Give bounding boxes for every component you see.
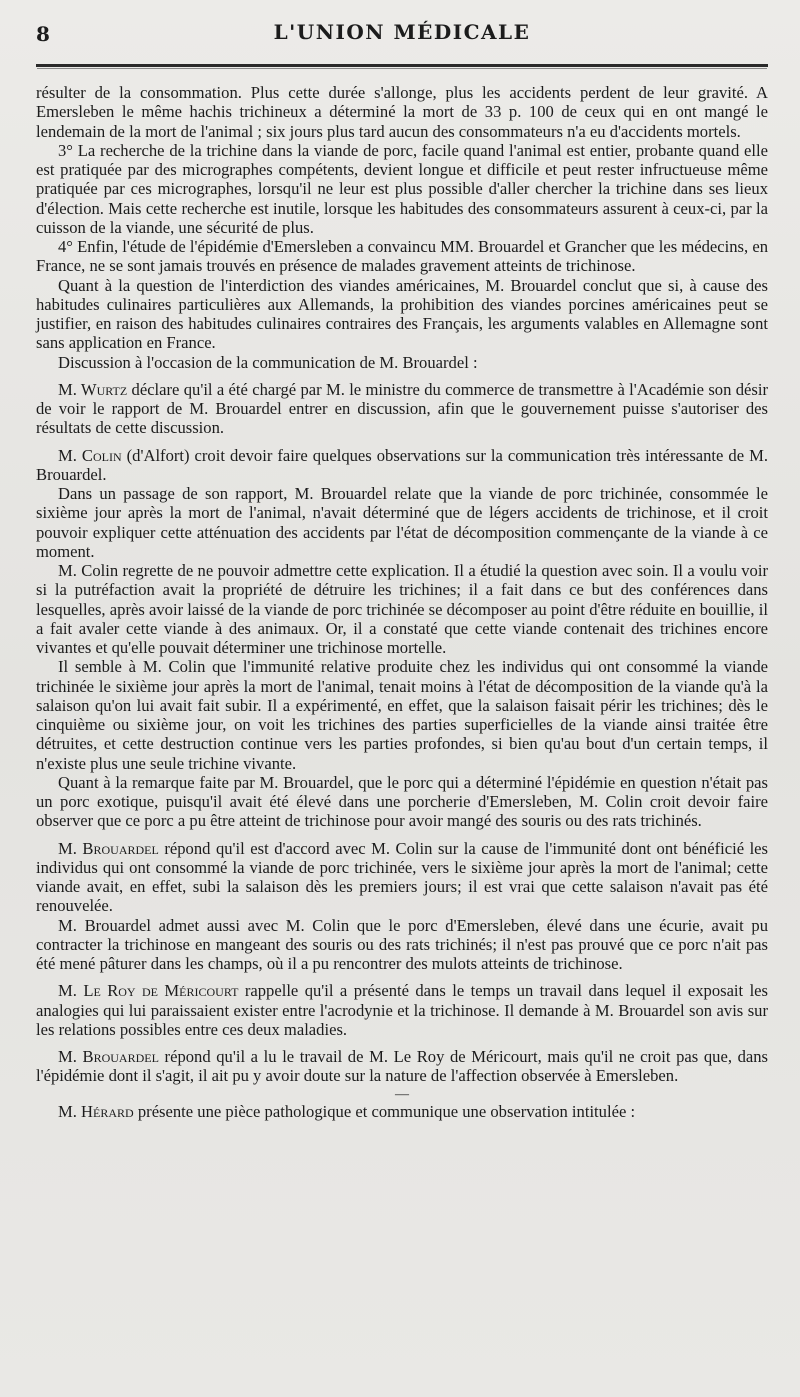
speaker-name: M. Colin [58, 445, 122, 465]
paragraph [36, 981, 768, 1039]
speaker-name: M. Brouardel [58, 1047, 159, 1066]
paragraph: M. Colin regrette de ne pouvoir admettre cette explication. Il a étudié la question avec soin. Il a voulu voir si la putréfaction avait la propriété de détruire les trichines; il a fait dans ce but des conférences dans lesquelles, après avoir laissé de la viande de porc trichinée se décomposer au point d'être réduite en bouillie, il a fait avaler cette viande à des animaux. Or, il a constaté que cette viande contenait des trichines encore vivantes et qu'elle pouvait déterminer une trichinose mortelle. [36, 561, 768, 657]
paragraph-text: répond qu'il est d'accord avec M. Colin sur la cause de l'immunité dont ont bénéficié les individus qui ont consommé la viande de porc trichinée, vers le sixième jour après la mort de l'animal; cette viande avait, en effet, subi la salaison dès les premiers jours; il est vrai que cette salaison n'avait pas été renouvelée. [36, 838, 769, 916]
paragraph-text: présente une pièce pathologique et communique une observation intitulée : [133, 1101, 636, 1121]
paragraph: Il semble à M. Colin que l'immunité relative produite chez les individus qui ont consommé la viande trichinée le sixième jour après la mort de l'animal, tenait moins à l'état de décomposition de la viande qu'à la salaison qu'on lui avait fait subir. Il a expérimenté, en effet, que la salaison faisait périr les trichines; dès le cinquième ou sixième jour, on voit les trichines des parties superficielles de la viande ainsi traitée être détruites, et cette destruction continue vers les parties profondes, si bien qu'au bout d'un certain temps, il n'existe plus une seule trichine vivante. [36, 657, 768, 773]
paragraph: Quant à la remarque faite par M. Brouardel, que le porc qui a déterminé l'épidémie en question n'était pas un porc exotique, puisqu'il avait été élevé dans une porcherie d'Emersleben, M. Colin croit devoir faire observer que ce porc a pu être atteint de trichinose pour avoir mangé des souris ou des rats trichinés. [36, 772, 768, 831]
speaker-name: M. Brouardel [58, 838, 159, 858]
paragraph-text: répond qu'il a lu le travail de M. Le Roy de Méricourt, mais qu'il ne croit pas que, dans l'épidémie dont il s'agit, il ait pu y avoir doute sur la nature de l'affection observée à Emersleben. [36, 1047, 768, 1086]
paragraph [36, 380, 768, 438]
paragraph: 4° Enfin, l'étude de l'épidémie d'Emersleben a convaincu MM. Brouardel et Grancher que les médecins, en France, ne se sont jamais trouvés en présence de malades gravement atteints de trichinose. [36, 237, 768, 276]
paragraph: Quant à la question de l'interdiction des viandes américaines, M. Brouardel conclut que si, à cause des habitudes culinaires particulières aux Allemands, la prohibition des viandes porcines américaines peut se justifier, en raison des habitudes culinaires contraires des Français, les arguments valables en Allemagne sont sans application en France. [36, 275, 768, 353]
page-header [36, 20, 768, 50]
speaker-name: M. Hérard [58, 1101, 134, 1121]
paragraph [36, 1102, 768, 1121]
paragraph: résulter de la consommation. Plus cette durée s'allonge, plus les accidents perdent de leur gravité. A Emersleben le même hachis trichineux a déterminé la mort de 33 p. 100 de ceux qui en ont mangé le lendemain de la mort de l'animal ; six jours plus tard aucun des consommateurs n'a eu d'accidents mortels. [36, 83, 768, 141]
paragraph: Dans un passage de son rapport, M. Brouardel relate que la viande de porc trichinée, consommée le sixième jour après la mort de l'animal, n'avait déterminé que de légers accidents de trichinose, et il croit pouvoir expliquer cette atténuation des accidents par l'état de décomposition commençante de la viande à ce moment. [36, 484, 768, 561]
paragraph [36, 839, 768, 916]
running-title: L'UNION MÉDICALE [273, 20, 531, 44]
speaker-name: M. Wurtz [58, 379, 128, 399]
paragraph: Discussion à l'occasion de la communication de M. Brouardel : [58, 352, 478, 372]
section-separator: — [395, 1086, 409, 1102]
speaker-name: M. Le Roy de Méricourt [58, 981, 239, 1001]
body-text [36, 83, 768, 1121]
header-rule [36, 64, 768, 67]
paragraph [36, 1047, 768, 1086]
paragraph [36, 446, 768, 485]
page-number: 8 [36, 22, 50, 46]
paragraph: 3° La recherche de la trichine dans la viande de porc, facile quand l'animal est entier, probante quand elle est pratiquée par des micrographes compétents, devient longue et difficile et peut rester infructueuse même pratiquée par ces micrographes, lorsqu'il ne leur est plus possible d'aller chercher la trichine dans ses lieux d'élection. Mais cette recherche est inutile, lorsque les habitudes des consommateurs assurent à ceux-ci, par la cuisson de la viande, une sécurité de plus. [36, 140, 768, 237]
paragraph-text: (d'Alfort) croit devoir faire quelques observations sur la communication très intéressante de M. Brouardel. [36, 445, 768, 484]
paragraph: M. Brouardel admet aussi avec M. Colin que le porc d'Emersleben, élevé dans une écurie, avait pu contracter la trichinose en mangeant des souris ou des rats trichinés; il n'est pas prouvé que ce porc n'ait pas été mené pâturer dans les champs, où il a pu rencontrer des mulots atteints de trichinose. [36, 915, 768, 973]
paragraph-text: rappelle qu'il a présenté dans le temps un travail dans lequel il exposait les analogies qui lui paraissaient exister entre l'acrodynie et la trichinose. Il demande à M. Brouardel son avis sur les relations possibles entre ces deux maladies. [36, 981, 768, 1039]
paragraph-text: déclare qu'il a été chargé par M. le ministre du commerce de transmettre à l'Académie son désir de voir le rapport de M. Brouardel entrer en discussion, afin que le gouvernement puisse s'autoriser des résultats de cette discussion. [36, 379, 768, 438]
